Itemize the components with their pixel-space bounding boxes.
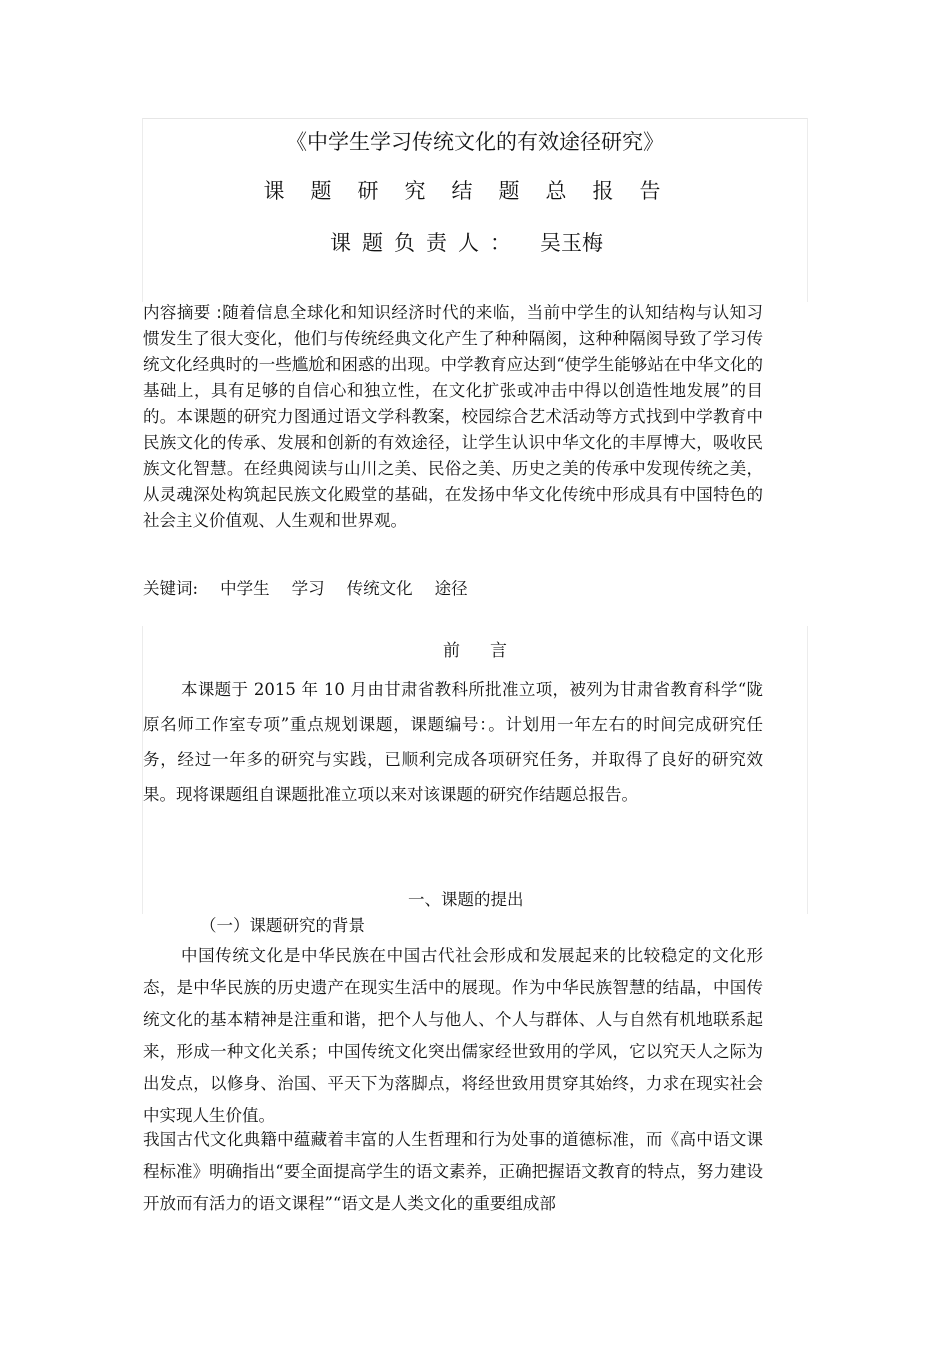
document-subtitle: 课题研究结题总报告: [263, 179, 687, 203]
abstract-paragraph: [143, 300, 763, 534]
keyword: 途径: [434, 579, 468, 598]
section-heading: 一、课题的提出: [408, 890, 524, 909]
keyword: 中学生: [220, 579, 270, 598]
keywords-label: 关键词:: [143, 579, 199, 598]
preface-heading: 前言: [443, 641, 537, 661]
background-paragraph: 中国传统文化是中华民族在中国古代社会形成和发展起来的比较稳定的文化形态，是中华民族的历史遗产在现实生活中的展现。作为中华民族智慧的结晶，中国传统文化的基本精神是注重和谐，把个人与他人、个人与群体、人与自然有机地联系起来，形成一种文化关系；中国传统文化突出儒家经世致用的学风，它以究天人之际为出发点，以修身、治国、平天下为落脚点，将经世致用贯穿其始终，力求在现实社会中实现人生价值。: [143, 946, 763, 1125]
body-paragraph: 我国古代文化典籍中蕴藏着丰富的人生哲理和行为处事的道德标准，而《高中语文课程标准》明确指出“要全面提高学生的语文素养，正确把握语文教育的特点，努力建设开放而有活力的语文课程”“语文是人类文化的重要组成部: [143, 1130, 763, 1213]
author-line: [330, 225, 603, 261]
author-name: 吴玉梅: [540, 231, 603, 255]
keyword: 传统文化: [346, 579, 413, 598]
abstract-label: 内容摘要 :: [143, 303, 222, 322]
keywords-line: [143, 576, 490, 602]
author-label: 课题负责人：: [330, 231, 522, 255]
preface-paragraph: 本课题于 2015 年 10 月由甘肃省教科所批准立项，被列为甘肃省教育科学“陇原名师工作室专项”重点规划课题，课题编号：。计划用一年左右的时间完成研究任务，经过一年多的研究与实践，已顺利完成各项研究任务，并取得了良好的研究效果。现将课题组自课题批准立项以来对该课题的研究作结题总报告。: [143, 680, 763, 804]
subsection-heading: （一）课题研究的背景: [200, 916, 365, 935]
keyword: 学习: [291, 579, 325, 598]
document-title: 《中学生学习传统文化的有效途径研究》: [286, 130, 664, 154]
abstract-text: 随着信息全球化和知识经济时代的来临，当前中学生的认知结构与认知习惯发生了很大变化，他们与传统经典文化产生了种种隔阂，这种种隔阂导致了学习传统文化经典时的一些尴尬和困惑的出现。中学教育应达到“使学生能够站在中华文化的基础上，具有足够的自信心和独立性，在文化扩张或冲击中得以创造性地发展”的目的。本课题的研究力图通过语文学科教案，校园综合艺术活动等方式找到中学教育中民族文化的传承、发展和创新的有效途径，让学生认识中华文化的丰厚博大，吸收民族文化智慧。在经典阅读与山川之美、民俗之美、历史之美的传承中发现传统之美，从灵魂深处构筑起民族文化殿堂的基础，在发扬中华文化传统中形成具有中国特色的社会主义价值观、人生观和世界观。: [143, 303, 763, 530]
